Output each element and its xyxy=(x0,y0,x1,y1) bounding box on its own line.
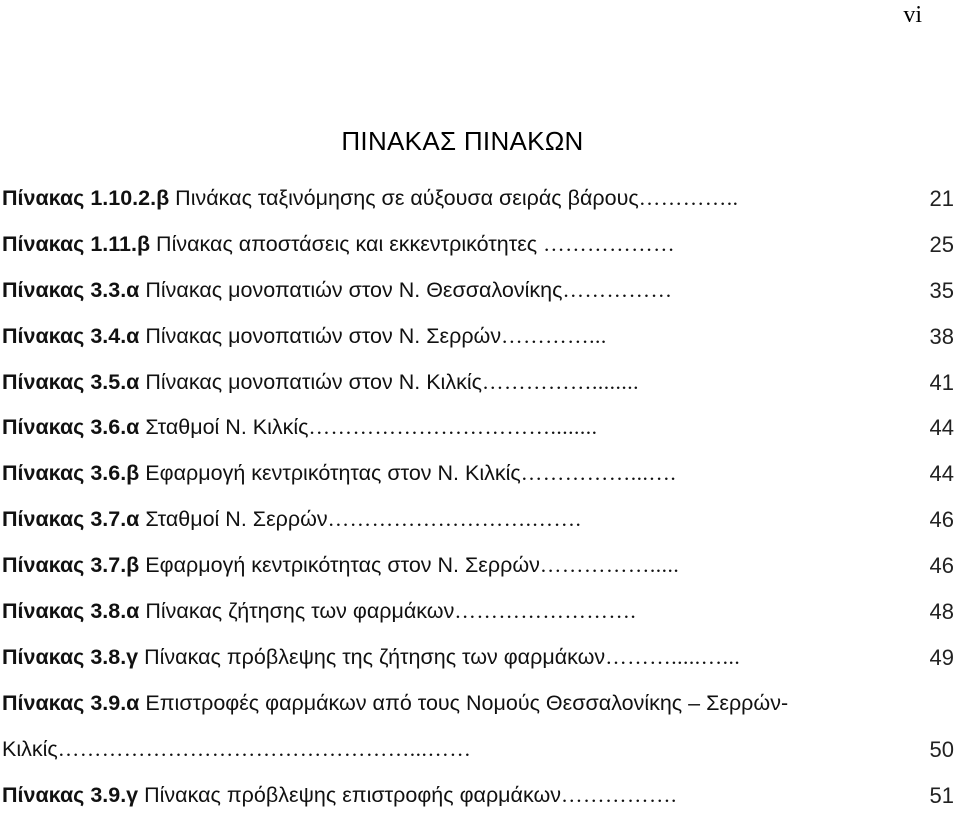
page-number: vi xyxy=(903,2,922,28)
toc-entry-caption: Εφαρμογή κεντρικότητας στον Ν. Σερρών xyxy=(139,553,540,578)
toc-entry-label: Πίνακας 1.10.2.β xyxy=(2,186,170,210)
table-of-tables xyxy=(0,176,960,818)
toc-entry-label: Πίνακας 3.7.β xyxy=(2,553,140,578)
toc-entry[interactable] xyxy=(0,681,960,727)
toc-entry-leader: ……………...…. xyxy=(520,461,677,486)
toc-entry-page: 51 xyxy=(929,782,954,808)
toc-entry-leader: ……………………….……. xyxy=(327,507,582,532)
toc-entry-page: 46 xyxy=(929,553,954,579)
toc-entry-label: Πίνακας 3.9.γ xyxy=(2,782,139,807)
toc-entry-leader: ……………. xyxy=(561,782,677,807)
toc-entry-leader: ……………… xyxy=(543,231,676,256)
toc-entry-page: 35 xyxy=(929,277,954,303)
toc-entry-leader: …………… xyxy=(562,277,673,302)
toc-entry[interactable] xyxy=(0,635,960,681)
toc-entry-page: 38 xyxy=(929,323,954,349)
page-title: ΠΙΝΑΚΑΣ ΠΙΝΑΚΩΝ xyxy=(341,126,584,156)
toc-entry-page: 49 xyxy=(929,644,954,670)
toc-entry-label: Πίνακας 3.8.γ xyxy=(2,644,139,669)
toc-entry-caption: Επιστροφές φαρμάκων από τους Νομούς Θεσσαλονίκης – Σερρών- xyxy=(139,690,789,715)
toc-entry-label: Πίνακας 3.4.α xyxy=(2,323,140,348)
toc-entry-page: 48 xyxy=(929,599,954,625)
toc-entry-caption: Πίνακας πρόβλεψης της ζήτησης των φαρμάκων xyxy=(138,644,606,669)
toc-entry[interactable] xyxy=(0,773,960,818)
toc-entry-caption: Πίνακας μονοπατιών στον Ν. Κιλκίς xyxy=(139,369,482,394)
toc-entry[interactable] xyxy=(0,176,960,222)
toc-entry-caption: Πίνακας μονοπατιών στον Ν. Σερρών xyxy=(139,323,502,348)
toc-entry-caption: Πίνακας πρόβλεψης επιστροφής φαρμάκων xyxy=(138,782,562,807)
toc-entry-caption: Σταθμοί Ν. Κιλκίς xyxy=(139,415,309,440)
toc-entry-leader: …………... xyxy=(501,323,607,348)
toc-entry-label: Πίνακας 3.6.β xyxy=(2,461,140,486)
toc-entry-label: Πίνακας 3.9.α xyxy=(2,690,140,715)
toc-entry-caption: Πίνακας μονοπατιών στον Ν. Θεσσαλονίκης xyxy=(139,277,563,302)
toc-entry[interactable] xyxy=(0,451,960,497)
toc-entry-page: 41 xyxy=(929,369,954,395)
toc-entry-leader: ………….. xyxy=(638,186,739,210)
toc-entry[interactable] xyxy=(0,405,960,451)
toc-entry-page: 50 xyxy=(929,736,954,762)
toc-entry-caption: Πίνακας ζήτησης των φαρμάκων xyxy=(139,599,455,624)
toc-entry-label: Πίνακας 3.8.α xyxy=(2,599,140,624)
toc-entry-page: 25 xyxy=(929,231,954,257)
toc-entry-label: Πίνακας 3.6.α xyxy=(2,415,140,440)
toc-entry-continuation[interactable] xyxy=(0,727,960,773)
toc-entry-leader: ……………………………........ xyxy=(308,415,598,440)
toc-entry-leader: …………………………………………...…… xyxy=(57,736,472,761)
toc-entry-caption: Πίνακας αποστάσεις και εκκεντρικότητες xyxy=(150,231,544,256)
toc-entry[interactable] xyxy=(0,497,960,543)
toc-entry-leader: ……………..... xyxy=(539,553,680,578)
toc-entry[interactable] xyxy=(0,589,960,635)
toc-entry[interactable] xyxy=(0,222,960,268)
toc-entry-label: Πίνακας 1.11.β xyxy=(2,231,151,256)
toc-entry-page: 44 xyxy=(929,415,954,441)
toc-entry-caption: Πινάκας ταξινόμησης σε αύξουσα σειράς βάρους xyxy=(169,186,639,210)
toc-entry-label: Πίνακας 3.3.α xyxy=(2,277,140,302)
toc-entry-caption: Κιλκίς xyxy=(2,736,58,761)
toc-entry-leader: ……………………. xyxy=(454,599,637,624)
toc-entry[interactable] xyxy=(0,360,960,406)
toc-entry-page: 21 xyxy=(929,186,954,211)
toc-entry-caption: Σταθμοί Ν. Σερρών xyxy=(139,507,328,532)
toc-entry[interactable] xyxy=(0,314,960,360)
toc-entry[interactable] xyxy=(0,268,960,314)
toc-entry-caption: Εφαρμογή κεντρικότητας στον Ν. Κιλκίς xyxy=(139,461,521,486)
toc-entry[interactable] xyxy=(0,543,960,589)
toc-entry-page: 46 xyxy=(929,507,954,533)
toc-entry-leader: ……….....…... xyxy=(605,644,741,669)
toc-entry-page: 44 xyxy=(929,461,954,487)
toc-entry-leader: ……………........ xyxy=(481,369,639,394)
toc-entry-label: Πίνακας 3.7.α xyxy=(2,507,140,532)
toc-entry-label: Πίνακας 3.5.α xyxy=(2,369,140,394)
